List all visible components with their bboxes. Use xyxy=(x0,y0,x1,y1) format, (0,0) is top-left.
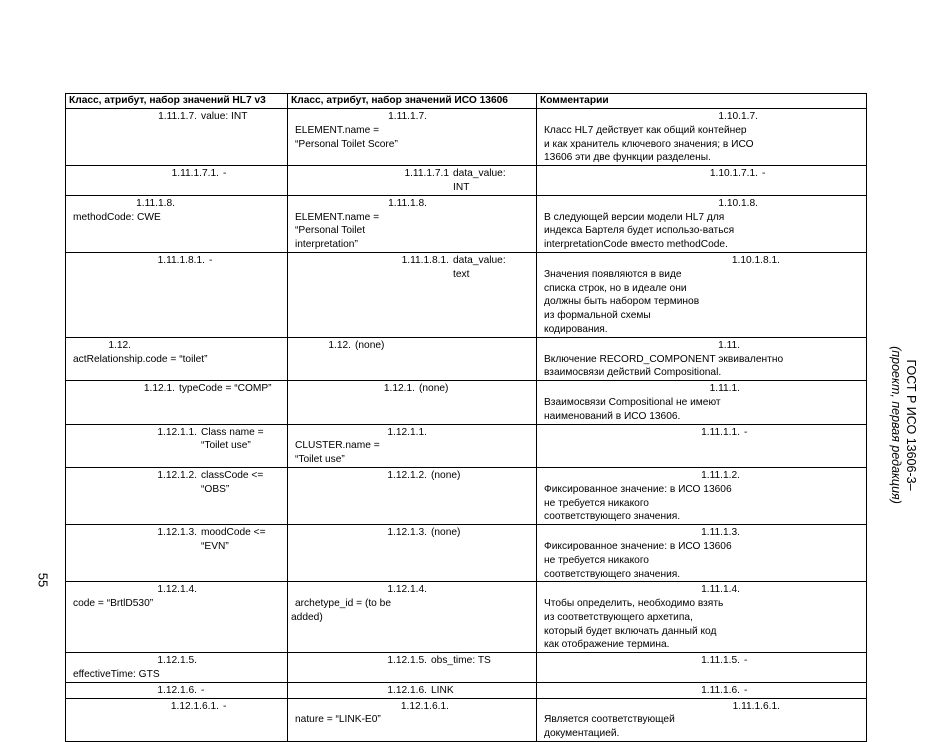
hl7-cell xyxy=(66,467,288,524)
item-text: Фиксированное значение: в ИСО 13606 не требуется никакого соответствующего значения. xyxy=(544,483,732,523)
item-number: 1.12.1.3. xyxy=(387,527,427,539)
table-row xyxy=(66,525,867,582)
doc-edition: (проект, первая редакция) xyxy=(889,346,903,504)
item-number: 1.12.1.1. xyxy=(157,426,197,438)
hl7-cell xyxy=(66,109,288,166)
item-number: 1.11.1.7.1. xyxy=(171,168,219,180)
item-text: LINK xyxy=(431,684,454,696)
item-text: CLUSTER.name = “Toilet use” xyxy=(295,440,380,466)
hl7-cell xyxy=(66,582,288,653)
item-number: 1.12.1.6. xyxy=(387,684,427,696)
comment-cell xyxy=(537,195,867,252)
item-text: - xyxy=(209,254,213,266)
hl7-cell xyxy=(66,424,288,467)
mapping-table xyxy=(65,93,867,742)
item-text: archetype_id = (to be xyxy=(295,598,391,610)
table-row xyxy=(66,109,867,166)
hl7-cell xyxy=(66,682,288,698)
item-number: 1.10.1.8.1. xyxy=(731,254,780,266)
item-number: 1.12.1.4. xyxy=(387,584,427,596)
comment-cell xyxy=(537,424,867,467)
header-comments: Комментарии xyxy=(537,94,867,109)
item-number: 1.12.1.6.1. xyxy=(400,700,449,712)
item-number: 1.11.1.1. xyxy=(701,426,740,438)
table-row xyxy=(66,337,867,380)
item-text: Фиксированное значение: в ИСО 13606 не требуется никакого соответствующего значения. xyxy=(544,540,732,580)
iso-cell xyxy=(288,682,537,698)
item-text: effectiveTime: GTS xyxy=(73,669,160,681)
item-text: Взаимосвязи Compositional не имеют наименований в ИСО 13606. xyxy=(544,396,721,422)
item-number: 1.10.1.8. xyxy=(718,197,758,209)
item-text: classCode <= “OBS” xyxy=(201,469,264,495)
table-row xyxy=(66,582,867,653)
hl7-cell xyxy=(66,381,288,424)
item-number: 1.11.1. xyxy=(709,383,740,395)
hl7-cell xyxy=(66,166,288,196)
item-number: 1.10.1.7. xyxy=(718,111,758,122)
iso-cell xyxy=(288,381,537,424)
item-number: 1.12.1.5. xyxy=(157,655,197,667)
item-text: Класс HL7 действует как общий контейнер и как хранитель ключевого значения; в ИСО 13606 эти две функции разделены. xyxy=(544,124,754,164)
item-number: 1.12.1.2. xyxy=(387,469,427,481)
iso-cell xyxy=(288,166,537,196)
page-number: 55 xyxy=(35,572,51,588)
item-text: - xyxy=(762,168,766,180)
item-number: 1.12.1. xyxy=(143,383,175,395)
item-text: ELEMENT.name = “Personal Toilet Score” xyxy=(295,124,398,150)
item-text: Включение RECORD_COMPONENT эквивалентно взаимосвязи действий Compositional. xyxy=(544,353,784,379)
iso-cell xyxy=(288,525,537,582)
table-row xyxy=(66,698,867,741)
item-number: 1.12.1.5. xyxy=(387,655,427,667)
item-text: - xyxy=(201,684,205,696)
hl7-cell xyxy=(66,653,288,683)
item-number: 1.12.1.4. xyxy=(157,584,197,596)
item-number: 1.11.1.8.1. xyxy=(401,254,449,266)
item-number: 1.11.1.6. xyxy=(701,684,740,696)
item-number: 1.12. xyxy=(328,339,351,351)
item-number: 1.11.1.5. xyxy=(701,655,740,667)
iso-cell xyxy=(288,424,537,467)
comment-cell xyxy=(537,525,867,582)
item-text: - xyxy=(223,168,227,180)
iso-cell xyxy=(288,109,537,166)
item-text: - xyxy=(744,655,748,667)
table-row xyxy=(66,252,867,337)
item-number: 1.11.1.3. xyxy=(701,527,740,539)
iso-cell xyxy=(288,582,537,653)
item-text: data_value: text xyxy=(453,254,506,280)
table-row xyxy=(66,424,867,467)
item-text: code = “BrtlD530” xyxy=(73,598,154,610)
iso-cell xyxy=(288,698,537,741)
item-text: data_value: INT xyxy=(453,168,506,193)
comment-cell xyxy=(537,467,867,524)
item-text: - xyxy=(744,684,748,696)
item-number: 1.12.1.2. xyxy=(157,469,197,481)
item-text: - xyxy=(744,426,748,438)
item-number: 1.12.1.6.1. xyxy=(170,700,219,712)
item-number: 1.12.1. xyxy=(383,383,415,395)
comment-cell xyxy=(537,381,867,424)
table-row xyxy=(66,381,867,424)
side-document-title xyxy=(888,346,918,504)
iso-cell xyxy=(288,195,537,252)
hl7-cell xyxy=(66,252,288,337)
table-header-row xyxy=(66,94,867,109)
comment-cell xyxy=(537,653,867,683)
item-number: 1.12.1.3. xyxy=(157,527,197,539)
item-number: 1.11.1.2. xyxy=(701,469,740,481)
item-text: (none) xyxy=(419,383,449,395)
doc-designation: ГОСТ Р ИСО 13606-3– xyxy=(904,359,918,491)
item-number: 1.11.1.4. xyxy=(701,584,740,596)
item-text: ELEMENT.name = “Personal Toilet interpretation” xyxy=(295,211,380,251)
item-number: 1.12. xyxy=(108,339,131,351)
item-number: 1.11.1.6.1. xyxy=(732,700,780,712)
iso-cell xyxy=(288,252,537,337)
item-text: Значения появляются в виде списка строк, но в идеале они должны быть набором терминов из формальной схемы кодирования. xyxy=(544,268,700,335)
iso-cell xyxy=(288,467,537,524)
item-number: 1.12.1.6. xyxy=(157,684,197,696)
hl7-cell xyxy=(66,698,288,741)
item-number: 1.11.1.8. xyxy=(136,197,175,209)
item-text: Является соответствующей документацией. xyxy=(544,714,675,740)
header-iso: Класс, атрибут, набор значений ИСО 13606 xyxy=(288,94,537,109)
table-row xyxy=(66,682,867,698)
header-hl7: Класс, атрибут, набор значений HL7 v3 xyxy=(66,94,288,109)
item-text: typeCode = “COMP” xyxy=(179,383,272,395)
item-text: nature = “LINK-E0” xyxy=(295,714,381,726)
item-number: 1.11.1.8. xyxy=(388,197,427,209)
item-number: 1.10.1.7.1. xyxy=(709,168,758,180)
comment-cell xyxy=(537,166,867,196)
item-number: 1.11.1.7. xyxy=(158,111,197,122)
item-text: actRelationship.code = “toilet” xyxy=(73,353,208,365)
item-text: (none) xyxy=(355,339,385,351)
table-row xyxy=(66,195,867,252)
comment-cell xyxy=(537,682,867,698)
item-text: Чтобы определить, необходимо взять из соответствующего архетипа, который будет включать данный код как отображение термина. xyxy=(544,598,724,651)
comment-cell xyxy=(537,698,867,741)
item-text: - xyxy=(223,700,227,712)
hl7-cell xyxy=(66,525,288,582)
comment-cell xyxy=(537,109,867,166)
item-text: value: INT xyxy=(201,111,248,122)
table-body xyxy=(66,109,867,742)
iso-cell xyxy=(288,337,537,380)
item-number: 1.11. xyxy=(718,339,740,351)
item-number: 1.12.1.1. xyxy=(387,426,427,438)
comment-cell xyxy=(537,337,867,380)
item-text: moodCode <= “EVN” xyxy=(201,527,266,552)
item-text: (none) xyxy=(431,527,461,539)
item-number: 1.11.1.8.1. xyxy=(157,254,205,266)
item-text: В следующей версии модели HL7 для индекса Бартеля будет использо-ваться interpretationCode вместо methodCode. xyxy=(544,211,735,251)
item-text: Class name = “Toilet use” xyxy=(201,426,264,452)
table-row xyxy=(66,653,867,683)
item-number: 1.11.1.7. xyxy=(388,111,427,122)
comment-cell xyxy=(537,582,867,653)
item-number: 1.11.1.7.1 xyxy=(404,168,449,180)
item-text: (none) xyxy=(431,469,461,481)
item-text: methodCode: CWE xyxy=(73,211,161,223)
comment-cell xyxy=(537,252,867,337)
table-row xyxy=(66,166,867,196)
item-text: obs_time: TS xyxy=(431,655,491,667)
item-text-continuation: added) xyxy=(291,611,323,623)
hl7-cell xyxy=(66,337,288,380)
table-row xyxy=(66,467,867,524)
hl7-cell xyxy=(66,195,288,252)
iso-cell xyxy=(288,653,537,683)
